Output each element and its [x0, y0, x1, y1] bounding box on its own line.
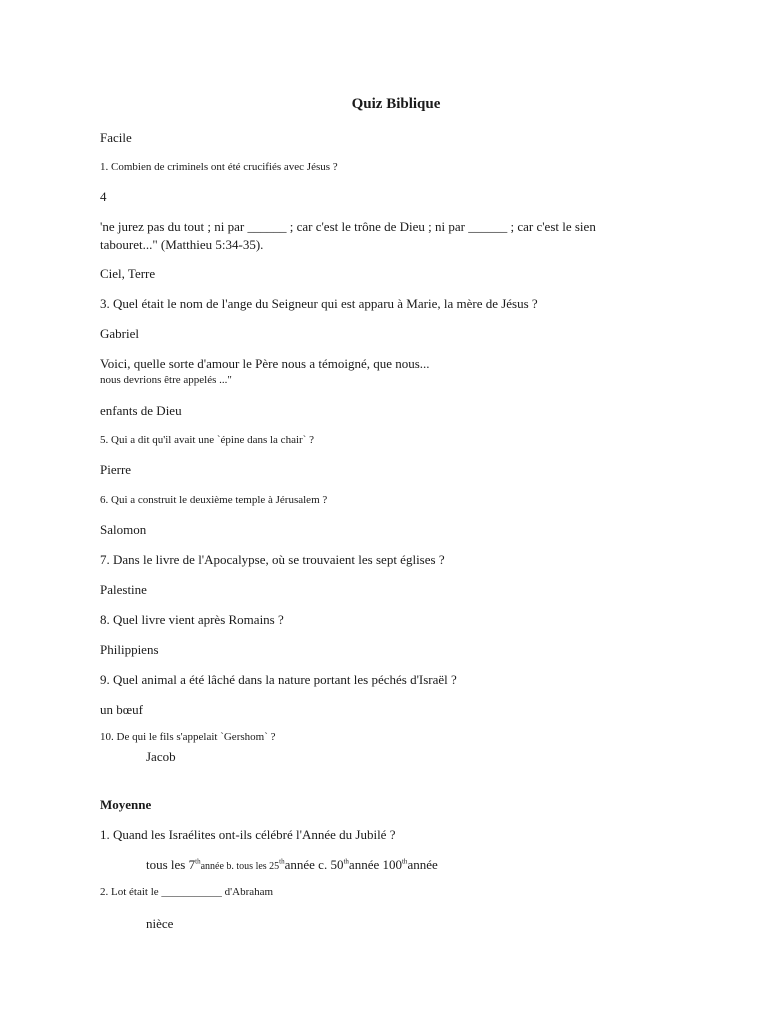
moyenne-answer-2: nièce: [146, 916, 174, 931]
section-heading-facile: Facile: [100, 130, 132, 145]
question-4-line-1: Voici, quelle sorte d'amour le Père nous a témoigné, que nous...: [100, 356, 430, 371]
question-6: 6. Qui a construit le deuxième temple à Jérusalem ?: [100, 494, 328, 506]
answer-8: Philippiens: [100, 642, 159, 657]
answer-1: 4: [100, 189, 107, 204]
question-10: 10. De qui le fils s'appelait `Gershom` ?: [100, 731, 276, 743]
answer-5: Pierre: [100, 462, 132, 477]
option-a-prefix: tous les 7: [146, 857, 196, 872]
answer-3: Gabriel: [100, 326, 139, 341]
answer-7: Palestine: [100, 582, 147, 597]
question-5: 5. Qui a dit qu'il avait une `épine dans la chair` ?: [100, 434, 314, 446]
option-a-sup: th: [195, 857, 201, 866]
page-title: Quiz Biblique: [351, 96, 441, 112]
moyenne-question-1-options: [146, 857, 438, 873]
question-4-line-2: nous devrions être appelés ...": [100, 374, 232, 386]
option-b-sup: th: [279, 857, 285, 866]
section-heading-moyenne: Moyenne: [100, 797, 152, 812]
option-a-suffix: année b. tous les 25: [200, 861, 280, 872]
question-8: 8. Quel livre vient après Romains ?: [100, 612, 284, 627]
answer-10: Jacob: [146, 749, 176, 764]
question-3: 3. Quel était le nom de l'ange du Seigneur qui est apparu à Marie, la mère de Jésus ?: [100, 296, 538, 311]
option-c-suffix: année 100: [348, 857, 402, 872]
moyenne-question-2: 2. Lot était le ___________ d'Abraham: [100, 886, 274, 898]
option-d-suffix: année: [407, 857, 438, 872]
question-1: 1. Combien de criminels ont été crucifiés avec Jésus ?: [100, 161, 338, 173]
answer-2: Ciel, Terre: [100, 266, 156, 281]
answer-9: un bœuf: [100, 702, 143, 717]
option-b-suffix: année c. 50: [284, 857, 344, 872]
option-c-sup: th: [343, 857, 349, 866]
question-2-line-2: tabouret..." (Matthieu 5:34-35).: [100, 237, 264, 252]
option-d-sup: th: [401, 857, 408, 866]
question-7: 7. Dans le livre de l'Apocalypse, où se trouvaient les sept églises ?: [100, 552, 445, 567]
answer-6: Salomon: [100, 522, 147, 537]
question-9: 9. Quel animal a été lâché dans la nature portant les péchés d'Israël ?: [100, 672, 457, 687]
question-2-line-1: 'ne jurez pas du tout ; ni par ______ ; car c'est le trône de Dieu ; ni par ______ ; car c'est le sien: [100, 219, 596, 234]
moyenne-question-1: 1. Quand les Israélites ont-ils célébré l'Année du Jubilé ?: [100, 827, 396, 842]
answer-4: enfants de Dieu: [100, 403, 182, 418]
